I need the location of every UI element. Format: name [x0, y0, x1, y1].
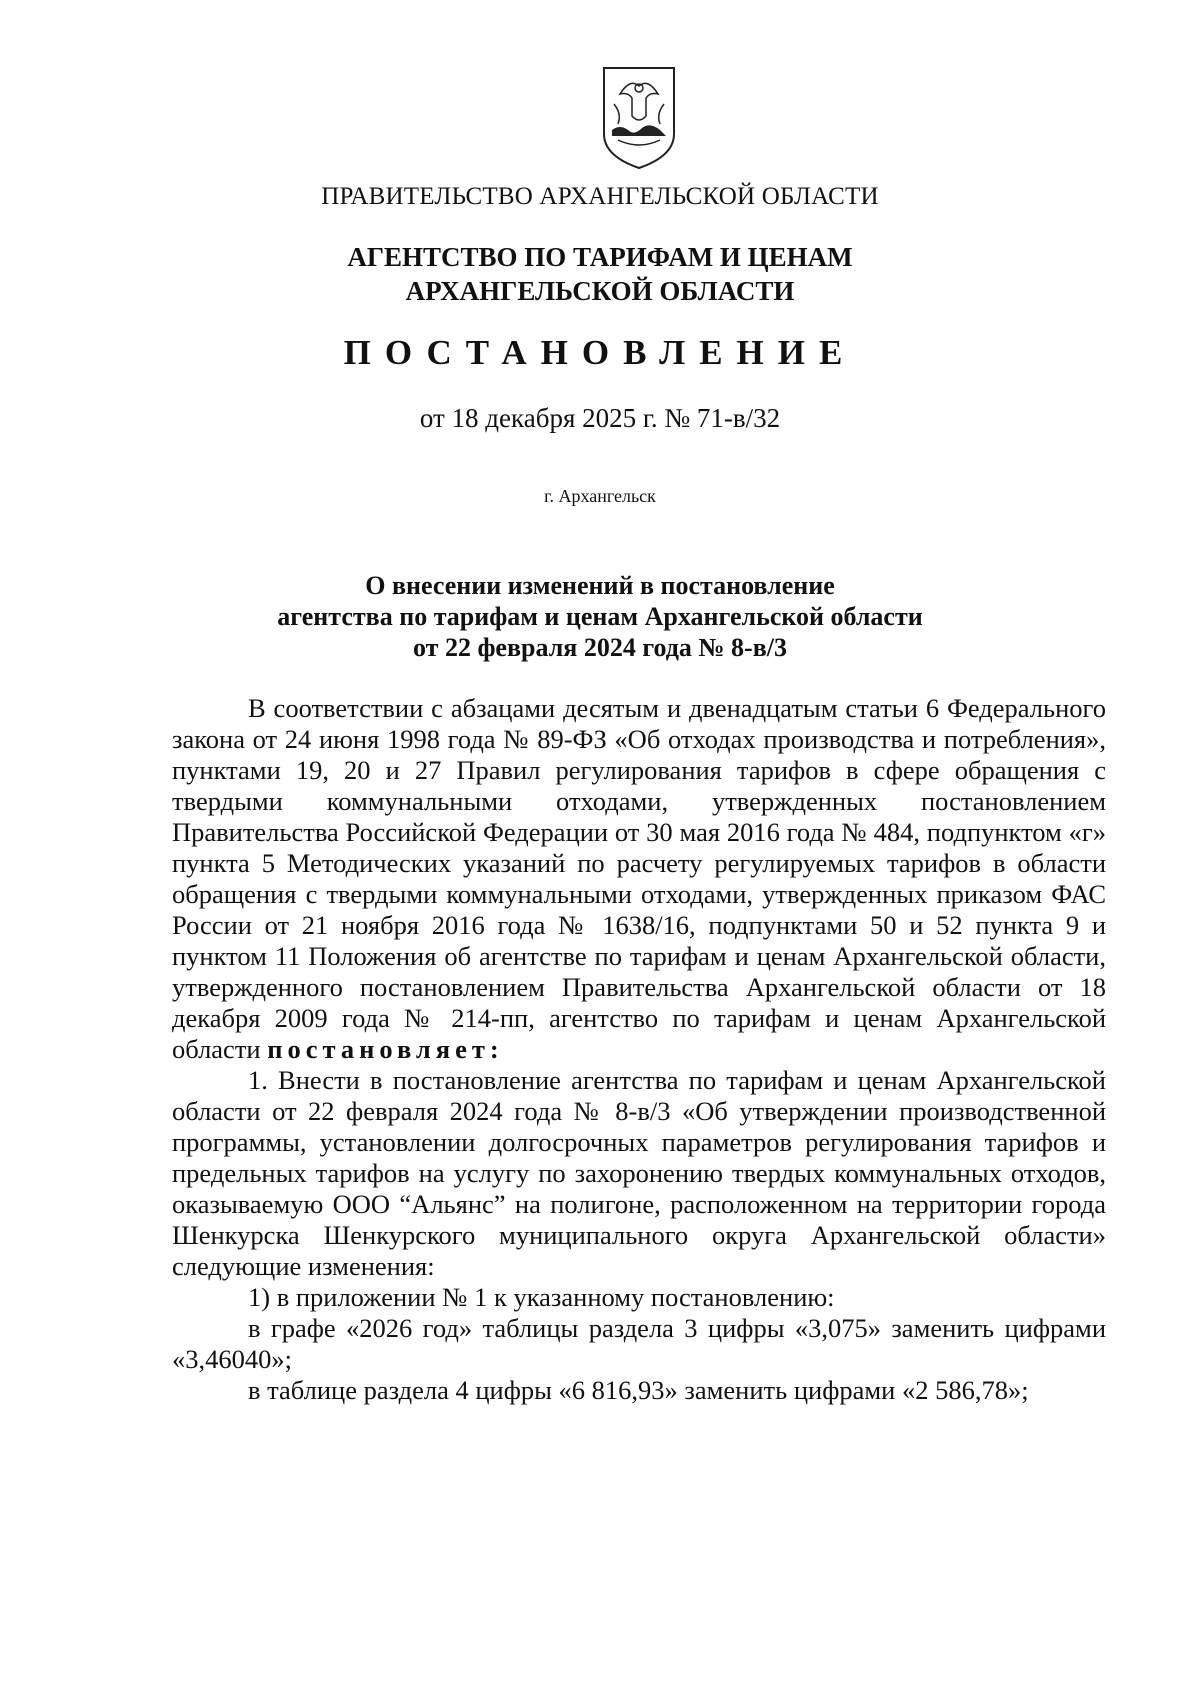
subject-line2: агентства по тарифам и ценам Архангельской области — [277, 602, 923, 631]
document-body — [172, 693, 1106, 1406]
resolves-word: постановляет: — [267, 1034, 504, 1064]
change-1-paragraph: в графе «2026 год» таблицы раздела 3 цифры «3,075» заменить цифрами «3,46040»; — [172, 1313, 1106, 1374]
document-type: ПОСТАНОВЛЕНИЕ — [343, 333, 857, 372]
subject-line1: О внесении изменений в постановление — [365, 571, 835, 600]
city: г. Архангельск — [544, 486, 656, 506]
subitem-1-paragraph: 1) в приложении № 1 к указанному постановлению: — [248, 1282, 835, 1312]
agency-name-line1: АГЕНТСТВО ПО ТАРИФАМ И ЦЕНАМ — [347, 242, 853, 272]
agency-name — [0, 240, 1200, 308]
subject-title — [0, 570, 1200, 663]
preamble-text: В соответствии с абзацами десятым и двенадцатым статьи 6 Федерального закона от 24 июня 1998 года № 89-ФЗ «Об отходах производства и потребления», пунктами 19, 20 и 27 Правил регулирования тарифов в сфере обращения с твердыми коммунальными отходами, утвержденных постановлением Правительства Российской Федерации от 30 мая 2016 года № 484, подпунктом «г» пункта 5 Методических указаний по расчету регулируемых тарифов в области обращения с твердыми коммунальными отходами, утвержденных приказом ФАС России от 21 ноября 2016 года № 1638/16, подпунктами 50 и 52 пункта 9 и пунктом 11 Положения об агентстве по тарифам и ценам Архангельской области, утвержденного постановлением Правительства Архангельской области от 18 декабря 2009 года № 214-пп, агентство по тарифам и ценам Архангельской области — [172, 693, 1106, 1064]
item-1-paragraph: 1. Внести в постановление агентства по тарифам и ценам Архангельской области от 22 февраля 2024 года № 8-в/3 «Об утверждении производственной программы, установлении долгосрочных параметров регулирования тарифов и предельных тарифов на услугу по захоронению твердых коммунальных отходов, оказываемую ООО “Альянс” на полигоне, расположенном на территории города Шенкурска Шенкурского муниципального округа Архангельской области» следующие изменения: — [172, 1065, 1106, 1281]
change-2-paragraph: в таблице раздела 4 цифры «6 816,93» заменить цифрами «2 586,78»; — [248, 1375, 1029, 1405]
preamble-paragraph — [172, 693, 1106, 1065]
coat-of-arms-emblem — [600, 64, 678, 172]
date-number: от 18 декабря 2025 г. № 71-в/32 — [419, 403, 781, 433]
agency-name-line2: АРХАНГЕЛЬСКОЙ ОБЛАСТИ — [405, 276, 795, 306]
government-name: ПРАВИТЕЛЬСТВО АРХАНГЕЛЬСКОЙ ОБЛАСТИ — [321, 183, 879, 210]
subject-line3: от 22 февраля 2024 года № 8-в/3 — [413, 633, 787, 662]
